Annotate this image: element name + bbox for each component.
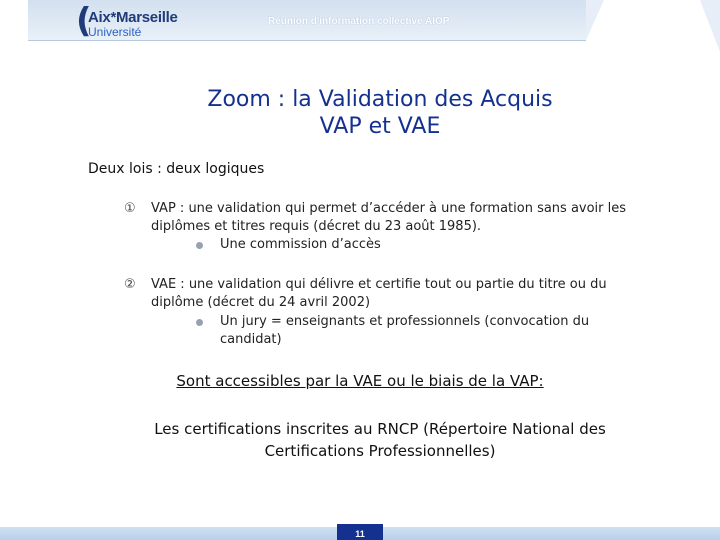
- sub-bullet-text: Un jury = enseignants et professionnels (convocation du candidat): [220, 314, 590, 347]
- header-decoration: [586, 0, 604, 40]
- item-text: VAE : une validation qui délivre et certifie tout ou partie du titre ou du diplôme (décret du 24 avril 2002): [151, 277, 607, 310]
- access-statement: Sont accessibles par la VAE ou le biais de la VAP:: [176, 372, 544, 390]
- university-logo: [70, 1, 180, 41]
- item-number: ①: [124, 201, 136, 216]
- slide-title: [120, 86, 640, 140]
- page-number-tab: [337, 524, 383, 540]
- rncp-line-2: Certifications Professionnelles): [264, 442, 496, 460]
- rncp-line-1: Les certifications inscrites au RNCP (Répertoire National des: [154, 420, 606, 438]
- rncp-statement: [90, 418, 670, 462]
- page-number: 11: [355, 529, 365, 539]
- logo-bracket-icon: (: [76, 1, 92, 41]
- slide-title-line-2: VAP et VAE: [319, 114, 441, 139]
- header-title: Réunion d'information collective AIOP: [268, 16, 450, 27]
- sub-bullet-text: Une commission d’accès: [220, 237, 381, 252]
- slide-title-line-1: Zoom : la Validation des Acquis: [207, 87, 553, 112]
- slide-subtitle: Deux lois : deux logiques: [88, 161, 265, 177]
- bullet-dot-icon: [196, 319, 203, 326]
- bullet-dot-icon: [196, 242, 203, 249]
- logo-line-2: Université: [88, 25, 142, 39]
- item-number: ②: [124, 277, 136, 292]
- logo-line-1: Aix*Marseille: [88, 9, 178, 26]
- item-text: VAP : une validation qui permet d’accéder à une formation sans avoir les diplômes et titres requis (décret du 23 août 1985).: [151, 201, 627, 234]
- corner-decoration: [700, 0, 720, 52]
